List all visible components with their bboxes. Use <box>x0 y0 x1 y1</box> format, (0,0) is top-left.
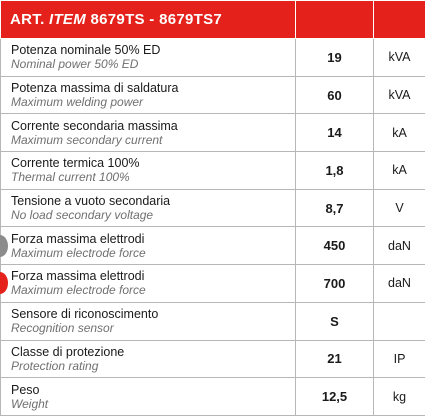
spec-label-cell <box>1 340 296 378</box>
spec-value: S <box>296 302 374 340</box>
value-column-header <box>296 1 374 39</box>
spec-sublabel: Weight <box>11 397 295 411</box>
spec-sublabel: Thermal current 100% <box>11 170 295 184</box>
spec-unit: IP <box>374 340 425 378</box>
spec-value: 21 <box>296 340 374 378</box>
table-title <box>1 1 296 39</box>
spec-unit: kg <box>374 378 425 416</box>
spec-label: Forza massima elettrodi <box>11 269 295 283</box>
spec-label: Peso <box>11 383 295 397</box>
table-row <box>1 39 425 77</box>
table-row <box>1 302 425 340</box>
spec-label-cell <box>1 114 296 152</box>
spec-unit: daN <box>374 227 425 265</box>
table-header-row <box>1 1 425 39</box>
title-item-word: ITEM <box>49 11 86 28</box>
spec-label-cell <box>1 302 296 340</box>
spec-unit: kA <box>374 152 425 190</box>
spec-unit: kA <box>374 114 425 152</box>
spec-label: Corrente termica 100% <box>11 156 295 170</box>
spec-label-cell <box>1 39 296 77</box>
spec-unit: V <box>374 189 425 227</box>
spec-value: 12,5 <box>296 378 374 416</box>
spec-value: 8,7 <box>296 189 374 227</box>
spec-value: 14 <box>296 114 374 152</box>
table-row <box>1 378 425 416</box>
spec-sublabel: Protection rating <box>11 359 295 373</box>
grey-circle-icon <box>0 235 8 257</box>
spec-sublabel: Recognition sensor <box>11 321 295 335</box>
spec-label-cell <box>1 189 296 227</box>
spec-label: Potenza nominale 50% ED <box>11 43 295 57</box>
spec-value: 1,8 <box>296 152 374 190</box>
spec-sublabel: Nominal power 50% ED <box>11 57 295 71</box>
spec-value: 700 <box>296 265 374 303</box>
spec-label: Classe di protezione <box>11 345 295 359</box>
title-prefix: ART. <box>10 11 49 28</box>
table-row <box>1 114 425 152</box>
spec-value: 19 <box>296 39 374 77</box>
spec-label-cell <box>1 152 296 190</box>
spec-unit <box>374 302 425 340</box>
spec-label-cell <box>1 227 296 265</box>
table-row <box>1 76 425 114</box>
spec-label-cell <box>1 378 296 416</box>
table-row <box>1 189 425 227</box>
spec-label: Corrente secondaria massima <box>11 119 295 133</box>
spec-value: 450 <box>296 227 374 265</box>
unit-column-header <box>374 1 425 39</box>
table-row <box>1 265 425 303</box>
spec-unit: daN <box>374 265 425 303</box>
spec-unit: kVA <box>374 39 425 77</box>
spec-label-cell <box>1 76 296 114</box>
table-row <box>1 152 425 190</box>
spec-label: Forza massima elettrodi <box>11 232 295 246</box>
spec-label: Potenza massima di saldatura <box>11 81 295 95</box>
table-row <box>1 227 425 265</box>
red-circle-icon <box>0 272 8 294</box>
spec-sublabel: Maximum electrode force <box>11 283 295 297</box>
spec-sublabel: Maximum welding power <box>11 95 295 109</box>
spec-unit: kVA <box>374 76 425 114</box>
spec-label: Tensione a vuoto secondaria <box>11 194 295 208</box>
spec-sublabel: Maximum secondary current <box>11 133 295 147</box>
spec-sublabel: Maximum electrode force <box>11 246 295 260</box>
title-codes: 8679TS - 8679TS7 <box>86 11 222 28</box>
table-row <box>1 340 425 378</box>
spec-value: 60 <box>296 76 374 114</box>
spec-label-cell <box>1 265 296 303</box>
spec-label: Sensore di riconoscimento <box>11 307 295 321</box>
spec-sublabel: No load secondary voltage <box>11 208 295 222</box>
